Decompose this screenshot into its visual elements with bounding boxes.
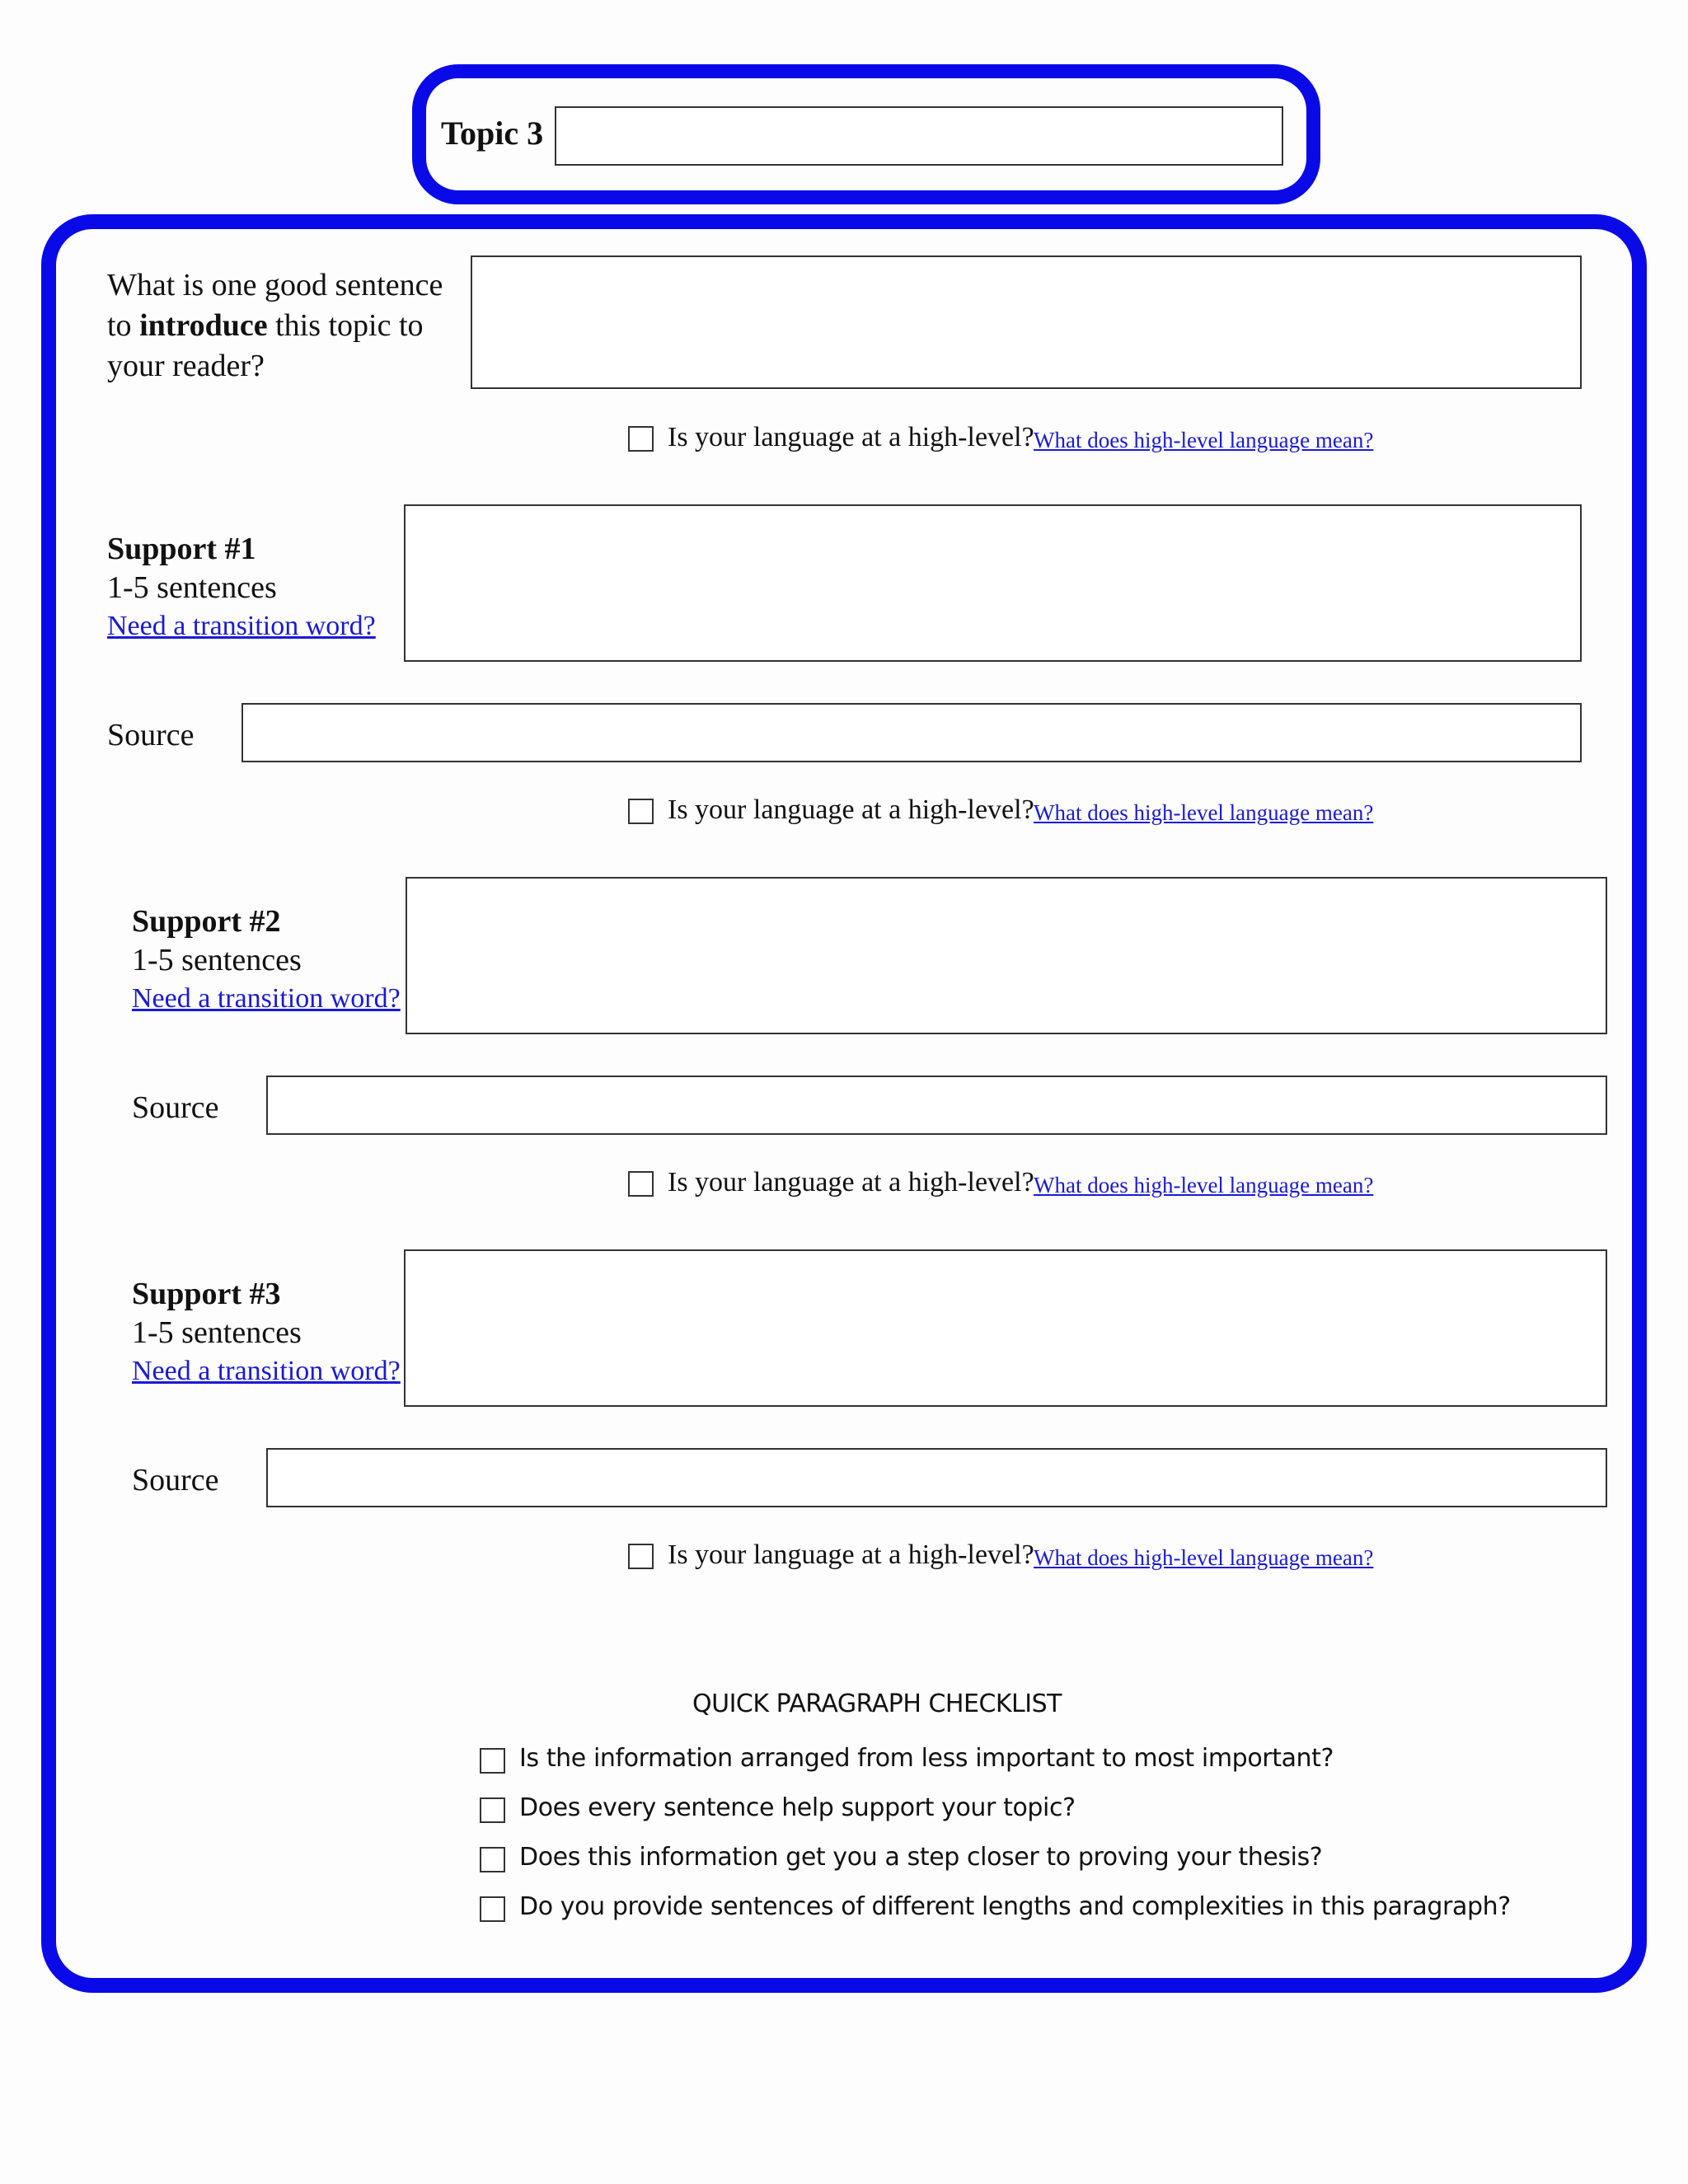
checklist-item-4: Do you provide sentences of different lengths and complexities in this paragraph? (519, 1892, 1511, 1921)
support-1-title: Support #1 (107, 532, 256, 566)
language-checkbox-intro[interactable] (628, 426, 654, 452)
intro-input[interactable] (471, 255, 1582, 389)
support-1-input[interactable] (404, 504, 1582, 662)
checklist-checkbox-3[interactable] (480, 1847, 505, 1872)
high-level-language-link[interactable]: What does high-level language mean? (1034, 1545, 1374, 1570)
high-level-language-link[interactable]: What does high-level language mean? (1034, 428, 1374, 452)
checklist-checkbox-2[interactable] (480, 1797, 505, 1823)
support-1-subtitle: 1-5 sentences (107, 570, 277, 605)
support-1-source-input[interactable] (241, 703, 1582, 762)
support-3-transition-link[interactable]: Need a transition word? (132, 1356, 401, 1386)
language-checkbox-support-1[interactable] (628, 799, 654, 824)
language-question: Is your language at a high-level? (668, 794, 1034, 825)
high-level-language-link[interactable]: What does high-level language mean? (1034, 800, 1374, 825)
language-checkbox-support-2[interactable] (628, 1171, 654, 1197)
checklist-title: QUICK PARAGRAPH CHECKLIST (692, 1690, 1062, 1718)
language-question: Is your language at a high-level? (668, 422, 1034, 452)
support-2-source-label: Source (132, 1090, 219, 1125)
support-3-source-label: Source (132, 1463, 219, 1497)
intro-prompt (107, 265, 470, 387)
support-1-source-label: Source (107, 718, 195, 752)
support-3-title: Support #3 (132, 1277, 281, 1311)
language-question: Is your language at a high-level? (668, 1167, 1034, 1197)
checklist-item-2: Does every sentence help support your topic? (519, 1793, 1076, 1822)
intro-prompt-text-end: this topic to your reader? (107, 308, 424, 383)
support-1-transition-link[interactable]: Need a transition word? (107, 611, 376, 641)
support-3-source-input[interactable] (266, 1448, 1607, 1507)
checklist-checkbox-4[interactable] (480, 1896, 505, 1922)
intro-prompt-text: What is one good sentence to (107, 268, 443, 343)
support-3-subtitle: 1-5 sentences (132, 1315, 302, 1350)
support-2-transition-link[interactable]: Need a transition word? (132, 983, 401, 1014)
support-2-title: Support #2 (132, 904, 281, 939)
topic-input[interactable] (555, 106, 1283, 166)
language-question: Is your language at a high-level? (668, 1540, 1034, 1570)
support-2-source-input[interactable] (266, 1076, 1607, 1135)
checklist-item-1: Is the information arranged from less important to most important? (519, 1744, 1334, 1773)
support-3-input[interactable] (404, 1249, 1607, 1407)
high-level-language-link[interactable]: What does high-level language mean? (1034, 1173, 1374, 1197)
intro-prompt-bold: introduce (139, 308, 268, 343)
support-2-input[interactable] (406, 877, 1607, 1034)
checklist-item-3: Does this information get you a step closer to proving your thesis? (519, 1843, 1323, 1872)
language-checkbox-support-3[interactable] (628, 1544, 654, 1569)
support-2-subtitle: 1-5 sentences (132, 943, 302, 977)
checklist-checkbox-1[interactable] (480, 1748, 505, 1774)
topic-label: Topic 3 (441, 115, 544, 152)
